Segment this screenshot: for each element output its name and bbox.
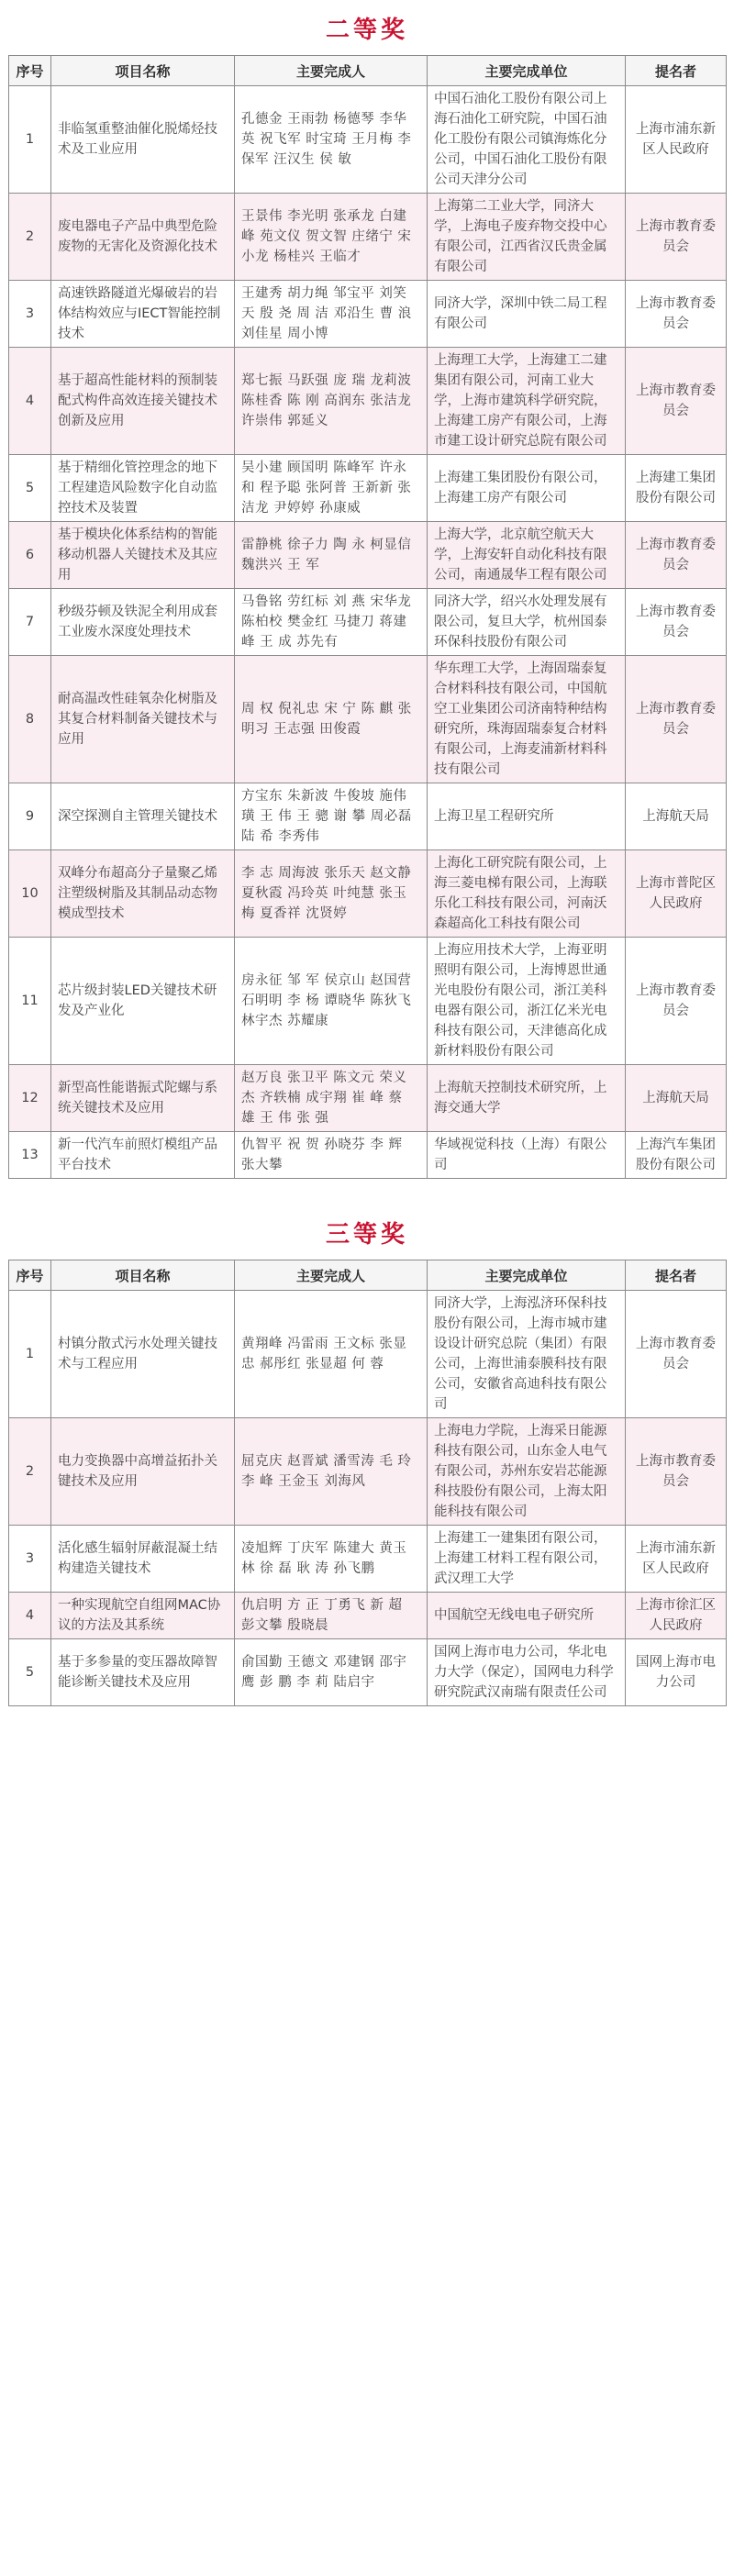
header-no: 序号 (9, 56, 51, 86)
table-row (9, 86, 727, 194)
cell-units: 上海建工一建集团有限公司，上海建工材料工程有限公司，武汉理工大学 (428, 1526, 626, 1593)
cell-project: 基于超高性能材料的预制装配式构件高效连接关键技术创新及应用 (51, 348, 235, 455)
cell-units: 华域视觉科技（上海）有限公司 (428, 1132, 626, 1179)
table-header-row (9, 1260, 727, 1291)
cell-project: 深空探测自主管理关键技术 (51, 783, 235, 850)
cell-no: 10 (9, 850, 51, 938)
cell-no: 2 (9, 194, 51, 281)
cell-project: 芯片级封装LED关键技术研发及产业化 (51, 938, 235, 1065)
table-row (9, 850, 727, 938)
cell-nominator: 上海市教育委员会 (626, 1291, 727, 1418)
cell-nominator: 上海市教育委员会 (626, 656, 727, 783)
cell-people: 黄翔峰 冯雷雨 王文标 张显忠 郝彤红 张显超 何 蓉 (235, 1291, 428, 1418)
cell-units: 上海化工研究院有限公司，上海三菱电梯有限公司，上海联乐化工科技有限公司，河南沃森超高化工科技有限公司 (428, 850, 626, 938)
cell-no: 7 (9, 589, 51, 656)
cell-nominator: 上海市教育委员会 (626, 281, 727, 348)
cell-nominator: 上海市教育委员会 (626, 522, 727, 589)
cell-nominator: 上海航天局 (626, 1065, 727, 1132)
cell-project: 电力变换器中高增益拓扑关键技术及应用 (51, 1418, 235, 1526)
cell-nominator: 上海市徐汇区人民政府 (626, 1593, 727, 1639)
cell-units: 上海大学，北京航空航天大学，上海安轩自动化科技有限公司，南通晟华工程有限公司 (428, 522, 626, 589)
cell-people: 王景伟 李光明 张承龙 白建峰 苑文仪 贺文智 庄绪宁 宋小龙 杨桂兴 王临才 (235, 194, 428, 281)
table-row (9, 522, 727, 589)
cell-no: 9 (9, 783, 51, 850)
cell-people: 仇智平 祝 贺 孙晓芬 李 辉 张大攀 (235, 1132, 428, 1179)
table-row (9, 1418, 727, 1526)
cell-no: 4 (9, 1593, 51, 1639)
table-header-row (9, 56, 727, 86)
cell-people: 俞国勤 王德文 邓建钢 邵宇鹰 彭 鹏 李 莉 陆启宇 (235, 1639, 428, 1706)
table-row (9, 455, 727, 522)
table-row (9, 1593, 727, 1639)
cell-units: 上海第二工业大学，同济大学，上海电子废弃物交投中心有限公司，江西省汉氏贵金属有限公司 (428, 194, 626, 281)
header-units: 主要完成单位 (428, 56, 626, 86)
cell-people: 孔德金 王雨勃 杨德琴 李华英 祝飞军 时宝琦 王月梅 李保军 汪汉生 侯 敏 (235, 86, 428, 194)
table-row (9, 1132, 727, 1179)
cell-units: 上海应用技术大学，上海亚明照明有限公司，上海博恩世通光电股份有限公司，浙江美科电器有限公司，浙江亿米光电科技有限公司，天津德高化成新材料股份有限公司 (428, 938, 626, 1065)
cell-project: 基于精细化管控理念的地下工程建造风险数字化自动监控技术及装置 (51, 455, 235, 522)
cell-people: 屈克庆 赵晋斌 潘雪涛 毛 玲 李 峰 王金玉 刘海风 (235, 1418, 428, 1526)
cell-people: 凌旭辉 丁庆军 陈建大 黄玉林 徐 磊 耿 涛 孙飞鹏 (235, 1526, 428, 1593)
table-row (9, 1639, 727, 1706)
cell-no: 1 (9, 86, 51, 194)
cell-project: 村镇分散式污水处理关键技术与工程应用 (51, 1291, 235, 1418)
cell-nominator: 上海建工集团股份有限公司 (626, 455, 727, 522)
cell-nominator: 上海市浦东新区人民政府 (626, 86, 727, 194)
cell-project: 废电器电子产品中典型危险废物的无害化及资源化技术 (51, 194, 235, 281)
cell-people: 房永征 邹 军 侯京山 赵国营 石明明 李 杨 谭晓华 陈狄飞 林宇杰 苏耀康 (235, 938, 428, 1065)
cell-units: 同济大学，深圳中铁二局工程有限公司 (428, 281, 626, 348)
header-nominator: 提名者 (626, 56, 727, 86)
cell-no: 2 (9, 1418, 51, 1526)
cell-units: 上海建工集团股份有限公司，上海建工房产有限公司 (428, 455, 626, 522)
cell-units: 上海电力学院，上海采日能源科技有限公司，山东金人电气有限公司，苏州东安岩芯能源科技股份有限公司，上海太阳能科技有限公司 (428, 1418, 626, 1526)
cell-no: 1 (9, 1291, 51, 1418)
header-no: 序号 (9, 1260, 51, 1291)
header-project: 项目名称 (51, 1260, 235, 1291)
cell-project: 双峰分布超高分子量聚乙烯注塑级树脂及其制品动态物模成型技术 (51, 850, 235, 938)
table-row (9, 1291, 727, 1418)
cell-no: 5 (9, 1639, 51, 1706)
cell-no: 11 (9, 938, 51, 1065)
cell-no: 4 (9, 348, 51, 455)
cell-project: 基于模块化体系结构的智能移动机器人关键技术及其应用 (51, 522, 235, 589)
cell-no: 6 (9, 522, 51, 589)
cell-project: 活化感生辐射屏蔽混凝土结构建造关键技术 (51, 1526, 235, 1593)
cell-units: 上海航天控制技术研究所，上海交通大学 (428, 1065, 626, 1132)
cell-nominator: 上海市普陀区人民政府 (626, 850, 727, 938)
cell-project: 高速铁路隧道光爆破岩的岩体结构效应与IECT智能控制技术 (51, 281, 235, 348)
cell-nominator: 上海汽车集团股份有限公司 (626, 1132, 727, 1179)
cell-units: 同济大学，上海泓济环保科技股份有限公司，上海市城市建设设计研究总院（集团）有限公司，上海世浦泰膜科技有限公司，安徽省高迪科技有限公司 (428, 1291, 626, 1418)
table-row (9, 783, 727, 850)
cell-no: 3 (9, 1526, 51, 1593)
cell-units: 同济大学，绍兴水处理发展有限公司，复旦大学，杭州国泰环保科技股份有限公司 (428, 589, 626, 656)
third-prize-title: 三等奖 (325, 1220, 408, 1249)
cell-project: 新型高性能谐振式陀螺与系统关键技术及应用 (51, 1065, 235, 1132)
table-row (9, 1526, 727, 1593)
cell-nominator: 上海市教育委员会 (626, 589, 727, 656)
table-row (9, 194, 727, 281)
table-row (9, 938, 727, 1065)
cell-no: 5 (9, 455, 51, 522)
cell-people: 雷静桃 徐子力 陶 永 柯显信 魏洪兴 王 军 (235, 522, 428, 589)
cell-people: 李 志 周海波 张乐天 赵文静 夏秋霞 冯玲英 叶纯慧 张玉梅 夏香祥 沈贤婷 (235, 850, 428, 938)
header-units: 主要完成单位 (428, 1260, 626, 1291)
cell-no: 8 (9, 656, 51, 783)
table-row (9, 1065, 727, 1132)
cell-units: 中国石油化工股份有限公司上海石油化工研究院，中国石油化工股份有限公司镇海炼化分公司，中国石油化工股份有限公司天津分公司 (428, 86, 626, 194)
cell-nominator: 国网上海市电力公司 (626, 1639, 727, 1706)
cell-nominator: 上海市教育委员会 (626, 938, 727, 1065)
cell-project: 非临氢重整油催化脱烯烃技术及工业应用 (51, 86, 235, 194)
table-row (9, 281, 727, 348)
cell-people: 吴小建 顾国明 陈峰军 许永和 程予聪 张阿普 王新新 张洁龙 尹婷婷 孙康威 (235, 455, 428, 522)
header-people: 主要完成人 (235, 1260, 428, 1291)
cell-people: 马鲁铭 劳红标 刘 燕 宋华龙 陈柏校 樊金红 马捷刀 蒋建峰 王 成 苏先有 (235, 589, 428, 656)
cell-units: 华东理工大学，上海固瑞泰复合材料科技有限公司，中国航空工业集团公司济南特种结构研究所，珠海固瑞泰复合材料有限公司，上海麦浦新材料科技有限公司 (428, 656, 626, 783)
header-project: 项目名称 (51, 56, 235, 86)
cell-nominator: 上海市教育委员会 (626, 348, 727, 455)
cell-no: 13 (9, 1132, 51, 1179)
cell-project: 秒级芬顿及铁泥全利用成套工业废水深度处理技术 (51, 589, 235, 656)
cell-project: 耐高温改性硅氧杂化树脂及其复合材料制备关键技术与应用 (51, 656, 235, 783)
cell-project: 新一代汽车前照灯模组产品平台技术 (51, 1132, 235, 1179)
cell-no: 3 (9, 281, 51, 348)
table-row (9, 656, 727, 783)
second-prize-table (8, 55, 727, 1179)
cell-people: 郑七振 马跃强 庞 瑞 龙莉波 陈桂香 陈 刚 高润东 张洁龙 许崇伟 郭延义 (235, 348, 428, 455)
cell-nominator: 上海市教育委员会 (626, 194, 727, 281)
cell-project: 基于多参量的变压器故障智能诊断关键技术及应用 (51, 1639, 235, 1706)
cell-units: 中国航空无线电电子研究所 (428, 1593, 626, 1639)
cell-units: 上海卫星工程研究所 (428, 783, 626, 850)
cell-people: 赵万良 张卫平 陈文元 荣义杰 齐轶楠 成宇翔 崔 峰 蔡 雄 王 伟 张 强 (235, 1065, 428, 1132)
table-row (9, 589, 727, 656)
cell-nominator: 上海市教育委员会 (626, 1418, 727, 1526)
cell-people: 王建秀 胡力绳 邹宝平 刘笑天 殷 尧 周 洁 邓沿生 曹 浪 刘佳星 周小博 (235, 281, 428, 348)
second-prize-title: 二等奖 (325, 16, 408, 44)
cell-nominator: 上海市浦东新区人民政府 (626, 1526, 727, 1593)
cell-people: 仇启明 方 正 丁勇飞 新 超 彭文攀 殷晓晨 (235, 1593, 428, 1639)
header-people: 主要完成人 (235, 56, 428, 86)
cell-people: 周 权 倪礼忠 宋 宁 陈 麒 张明习 王志强 田俊霞 (235, 656, 428, 783)
third-prize-table (8, 1260, 727, 1706)
cell-project: 一种实现航空自组网MAC协议的方法及其系统 (51, 1593, 235, 1639)
cell-units: 国网上海市电力公司，华北电力大学（保定），国网电力科学研究院武汉南瑞有限责任公司 (428, 1639, 626, 1706)
header-nominator: 提名者 (626, 1260, 727, 1291)
table-row (9, 348, 727, 455)
cell-units: 上海理工大学，上海建工二建集团有限公司，河南工业大学，上海市建筑科学研究院，上海建工房产有限公司，上海市建工设计研究总院有限公司 (428, 348, 626, 455)
cell-no: 12 (9, 1065, 51, 1132)
cell-nominator: 上海航天局 (626, 783, 727, 850)
cell-people: 方宝东 朱新波 牛俊坡 施伟璜 王 伟 王 骢 谢 攀 周必磊 陆 希 李秀伟 (235, 783, 428, 850)
